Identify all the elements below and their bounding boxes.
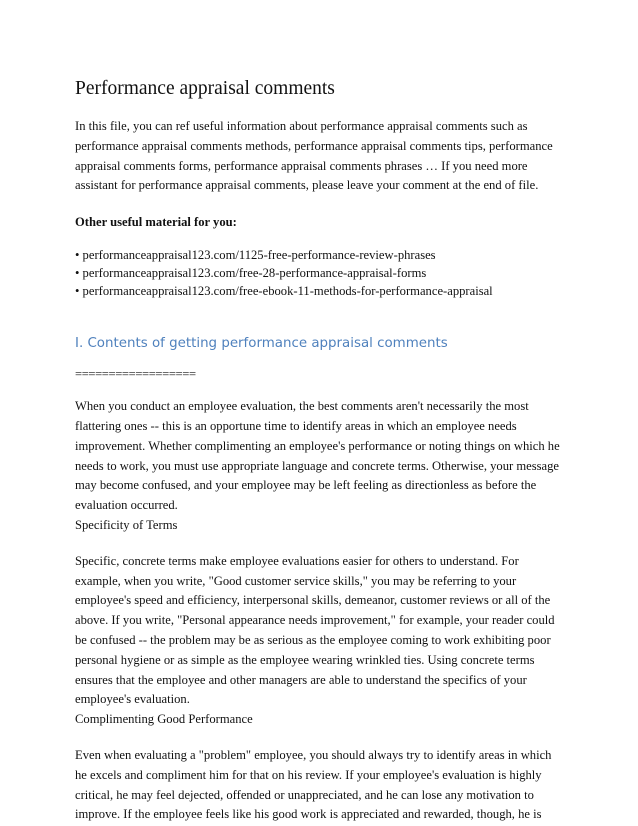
intro-paragraph bbox=[75, 117, 575, 196]
subheading-specificity: Specificity of Terms bbox=[75, 517, 178, 532]
body-line: Specific, concrete terms make employee evaluations easier for others to understand. For bbox=[75, 553, 519, 568]
body-line: he excels and compliment him for that on his review. If your employee's evaluation is highly bbox=[75, 767, 542, 782]
useful-link[interactable]: • performanceappraisal123.com/free-ebook-11-methods-for-performance-appraisal bbox=[75, 284, 493, 299]
other-material-label: Other useful material for you: bbox=[75, 215, 237, 230]
intro-line: In this file, you can ref useful information about performance appraisal comments such as bbox=[75, 119, 528, 133]
body-line: flattering ones -- this is an opportune time to identify areas in which an employee needs bbox=[75, 418, 517, 433]
body-line: When you conduct an employee evaluation, the best comments aren't necessarily the most bbox=[75, 399, 529, 414]
document-page bbox=[75, 78, 575, 825]
useful-links-list bbox=[75, 246, 575, 300]
intro-line: appraisal comments forms, performance appraisal comments phrases … If you need more bbox=[75, 158, 528, 173]
body-line: improvement. Whether complimenting an employee's performance or noting things on which he bbox=[75, 438, 560, 453]
body-line: above. If you write, "Personal appearance needs improvement," for example, your reader could bbox=[75, 613, 555, 628]
body-paragraph-2 bbox=[75, 552, 575, 730]
body-line: improve. If the employee feels like his good work is appreciated and rewarded, though, he is bbox=[75, 807, 542, 822]
separator-line: ================== bbox=[75, 367, 196, 382]
intro-line: performance appraisal comments methods, performance appraisal comments tips, performance bbox=[75, 138, 553, 153]
body-line: example, when you write, "Good customer service skills," you may be referring to your bbox=[75, 573, 517, 588]
body-line: evaluation occurred. bbox=[75, 498, 178, 513]
body-line: may become confused, and your employee may be left feeling as directionless as before the bbox=[75, 478, 537, 493]
useful-link[interactable]: • performanceappraisal123.com/1125-free-performance-review-phrases bbox=[75, 248, 436, 263]
section-heading: I. Contents of getting performance appraisal comments bbox=[75, 336, 448, 352]
body-line: needs to work, you must use appropriate language and concrete terms. Otherwise, your message bbox=[75, 458, 560, 473]
body-line: be confused -- the problem may be as serious as the employee coming to work exhibiting poor bbox=[75, 632, 551, 647]
useful-link[interactable]: • performanceappraisal123.com/free-28-performance-appraisal-forms bbox=[75, 266, 427, 281]
body-paragraph-1 bbox=[75, 397, 575, 536]
intro-line: assistant for performance appraisal comments, please leave your comment at the end of file. bbox=[75, 178, 539, 193]
body-line: Even when evaluating a "problem" employee, you should always try to identify areas in which bbox=[75, 747, 552, 762]
document-title: Performance appraisal comments bbox=[75, 78, 335, 99]
body-line: personal hygiene or as simple as the employee wearing wrinkled ties. Using concrete terms bbox=[75, 652, 535, 667]
body-line: critical, he may feel dejected, offended or unappreciated, and he can lose any motivation to bbox=[75, 787, 534, 802]
body-line: employee's evaluation. bbox=[75, 692, 190, 707]
body-paragraph-3 bbox=[75, 746, 575, 825]
subheading-complimenting: Complimenting Good Performance bbox=[75, 712, 253, 727]
body-line: ensures that the employee and other managers are able to understand the specifics of your bbox=[75, 672, 527, 687]
body-line: employee's speed and efficiency, interpersonal skills, demeanor, customer reviews or all of the bbox=[75, 593, 551, 608]
